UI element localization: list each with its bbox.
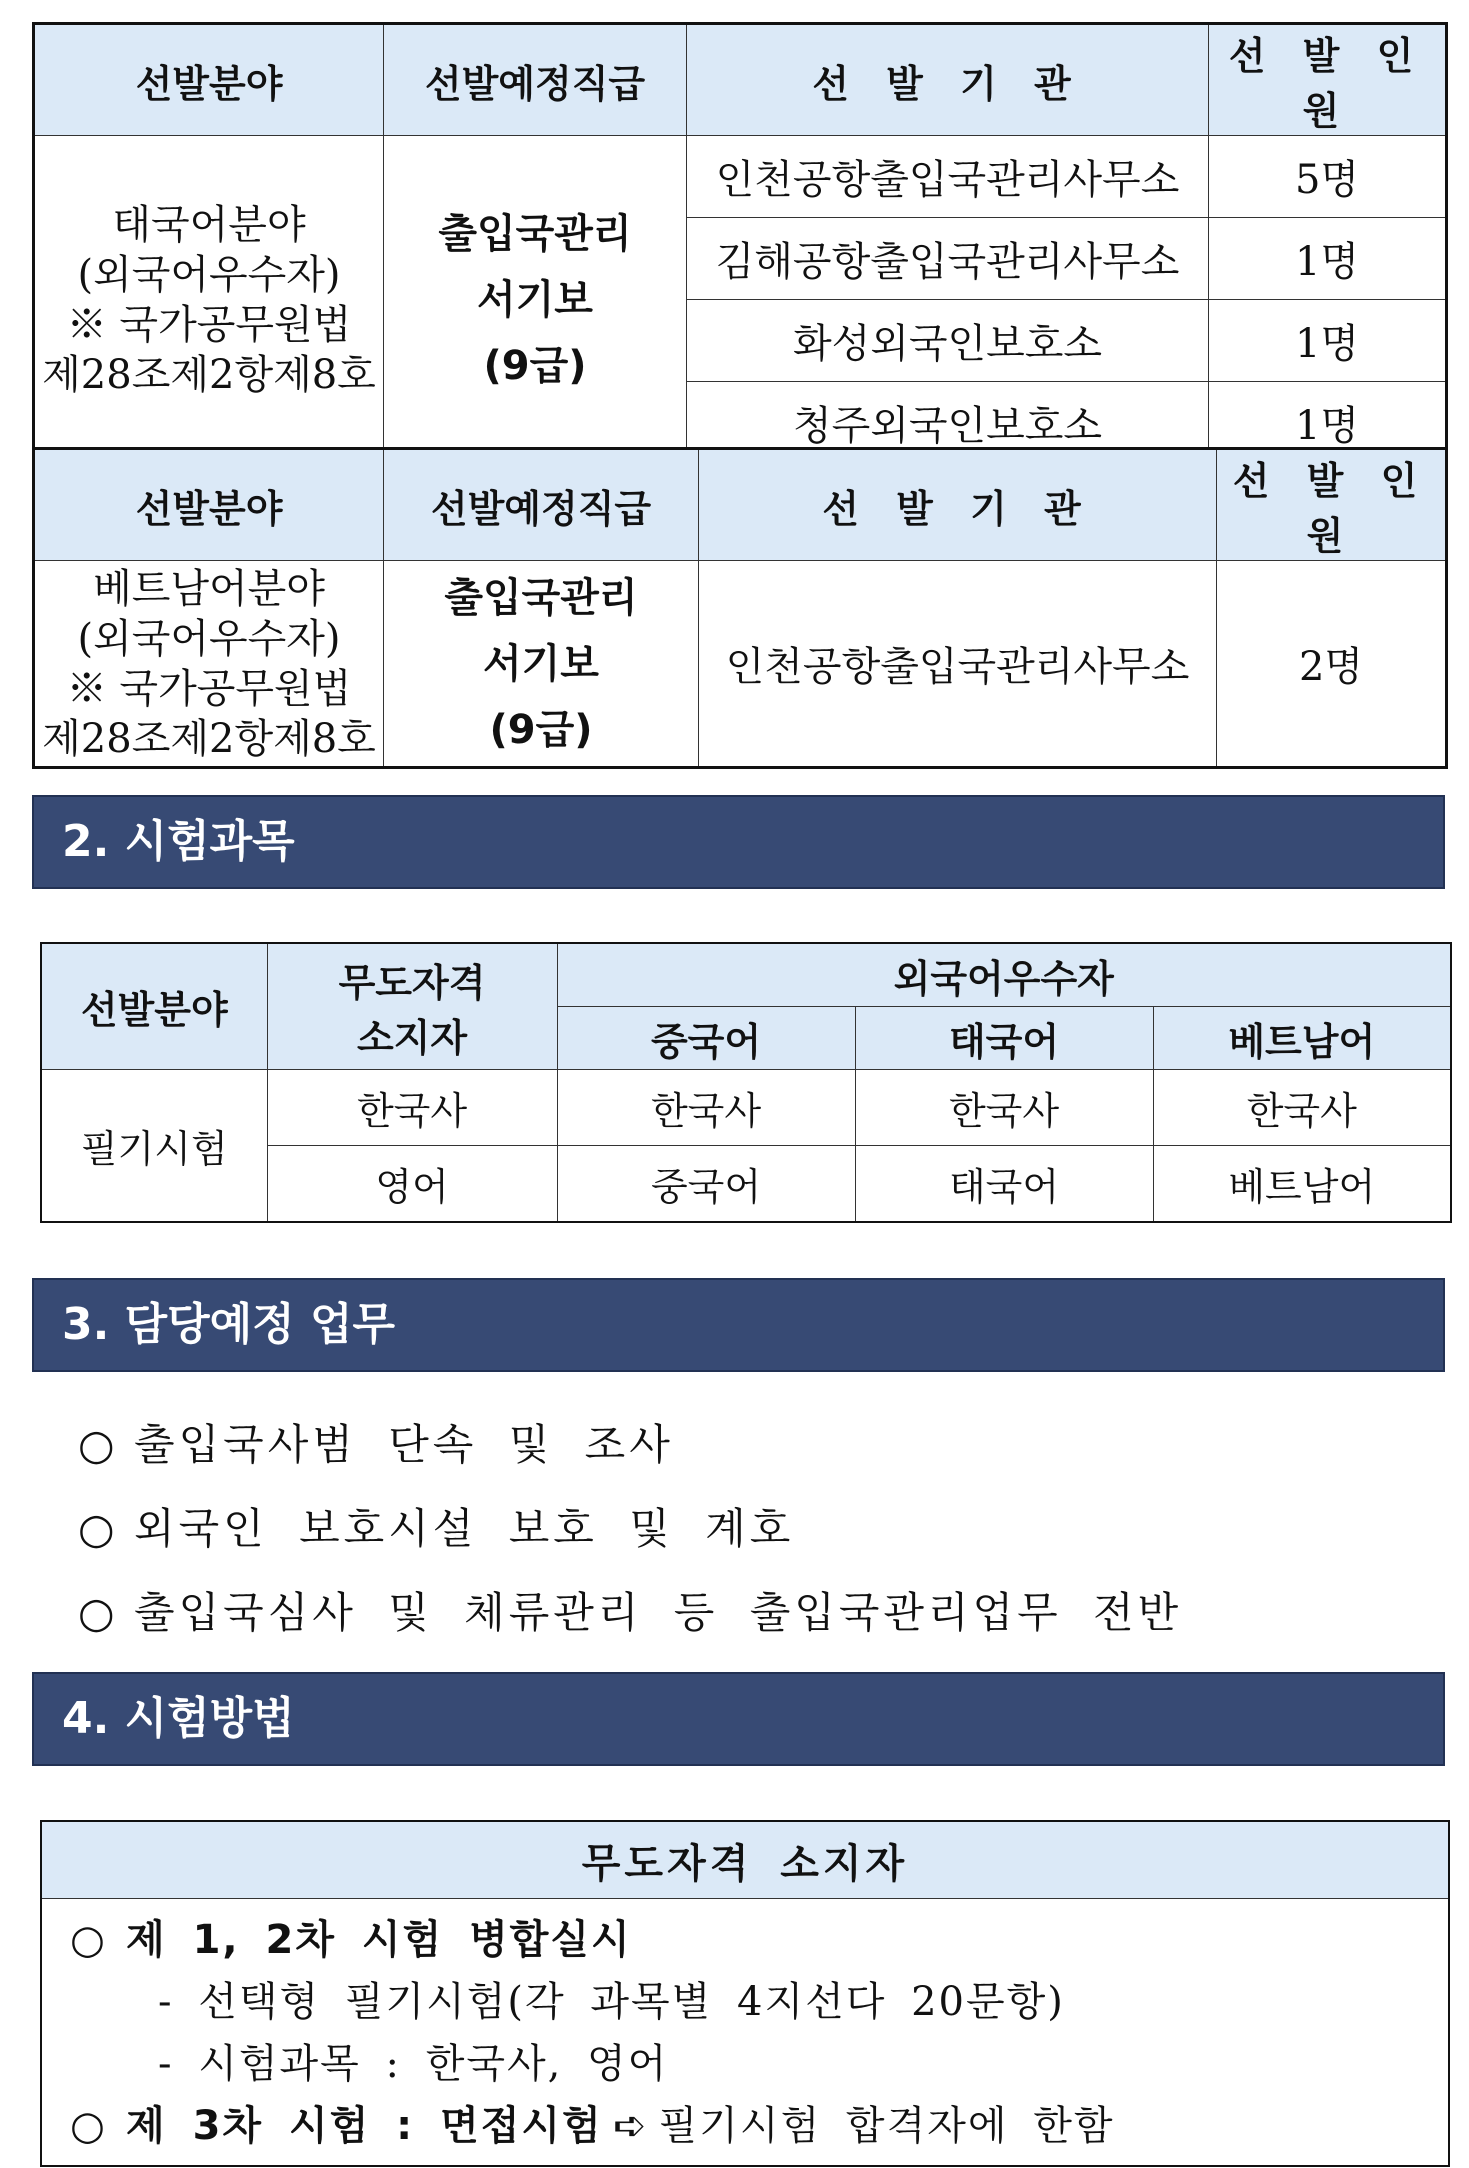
- subject-cell: 태국어: [855, 1146, 1153, 1223]
- vietnamese-rank-cell: [384, 561, 699, 768]
- circle-bullet-icon: ○: [78, 1588, 119, 1637]
- martial-header-line: 소지자: [356, 1015, 468, 1060]
- header-field: 선발분야: [34, 449, 384, 561]
- subject-cell: 영어: [267, 1146, 557, 1223]
- exam-subjects-table: [40, 942, 1452, 1223]
- section-title-exam-subjects: 2. 시험과목: [32, 795, 1445, 889]
- list-item: [78, 1415, 1182, 1499]
- subject-cell: 한국사: [855, 1070, 1153, 1146]
- written-exam-label: 필기시험: [41, 1070, 267, 1223]
- rank-line: 출입국관리: [438, 210, 632, 257]
- method-line: [70, 1909, 1448, 1971]
- duties-list: [78, 1415, 1182, 1667]
- lang-header-vietnamese: 베트남어: [1153, 1007, 1451, 1070]
- field-line: ※ 국가공무원법: [66, 301, 352, 348]
- count-cell: 5명: [1209, 136, 1447, 218]
- method-line1-text: 제 1, 2차 시험 병합실시: [126, 1917, 632, 1963]
- vietnamese-selection-table: [32, 447, 1448, 769]
- method-body: [41, 1899, 1449, 2167]
- circle-bullet-icon: ○: [70, 1917, 107, 1963]
- rank-line: 출입국관리: [444, 574, 638, 621]
- subjects-field-header: 선발분야: [41, 943, 267, 1070]
- circle-bullet-icon: ○: [78, 1504, 119, 1553]
- arrow-right-icon: ➪: [612, 2103, 649, 2149]
- exam-method-box: [40, 1820, 1450, 2167]
- list-item: [78, 1499, 1182, 1583]
- header-field: 선발분야: [34, 24, 384, 136]
- subject-cell: 한국사: [557, 1070, 855, 1146]
- header-count: 선 발 인 원: [1217, 449, 1447, 561]
- duty-text: 출입국사범 단속 및 조사: [134, 1420, 674, 1469]
- circle-bullet-icon: ○: [78, 1420, 119, 1469]
- field-line: 제28조제2항제8호: [42, 715, 376, 762]
- agency-cell: 청주외국인보호소: [687, 382, 1209, 465]
- count-cell: 2명: [1217, 561, 1447, 768]
- field-line: ※ 국가공무원법: [66, 665, 352, 712]
- field-line: (외국어우수자): [77, 251, 341, 298]
- count-cell: 1명: [1209, 382, 1447, 465]
- field-line: 제28조제2항제8호: [42, 351, 376, 398]
- subject-cell: 한국사: [1153, 1070, 1451, 1146]
- agency-cell: 김해공항출입국관리사무소: [687, 218, 1209, 300]
- thai-rank-cell: [384, 136, 687, 465]
- method-line: [70, 2095, 1448, 2157]
- field-line: (외국어우수자): [77, 615, 341, 662]
- list-item: [78, 1583, 1182, 1667]
- count-cell: 1명: [1209, 218, 1447, 300]
- header-rank: 선발예정직급: [384, 449, 699, 561]
- rank-line: 서기보: [477, 276, 593, 323]
- thai-selection-table: [32, 22, 1448, 466]
- agency-cell: 화성외국인보호소: [687, 300, 1209, 382]
- lang-header-thai: 태국어: [855, 1007, 1153, 1070]
- count-cell: 1명: [1209, 300, 1447, 382]
- header-agency: 선 발 기 관: [687, 24, 1209, 136]
- duty-text: 외국인 보호시설 보호 및 계호: [134, 1504, 795, 1553]
- rank-line: (9급): [489, 706, 593, 753]
- thai-field-cell: [34, 136, 384, 465]
- foreign-header: 외국어우수자: [557, 943, 1451, 1007]
- method-sub-line: - 시험과목 : 한국사, 영어: [158, 2041, 669, 2087]
- lang-header-chinese: 중국어: [557, 1007, 855, 1070]
- section-title-exam-method: 4. 시험방법: [32, 1672, 1445, 1766]
- rank-line: 서기보: [483, 640, 599, 687]
- section-title-duties: 3. 담당예정 업무: [32, 1278, 1445, 1372]
- field-line: 태국어분야: [112, 201, 306, 248]
- rank-line: (9급): [483, 342, 587, 389]
- agency-cell: 인천공항출입국관리사무소: [687, 136, 1209, 218]
- duty-text: 출입국심사 및 체류관리 등 출입국관리업무 전반: [134, 1588, 1183, 1637]
- martial-header: [267, 943, 557, 1070]
- martial-header-line: 무도자격: [338, 960, 486, 1005]
- header-count: 선 발 인 원: [1209, 24, 1447, 136]
- method-line2-rest: 필기시험 합격자에 한함: [658, 2103, 1115, 2149]
- header-agency: 선 발 기 관: [699, 449, 1217, 561]
- circle-bullet-icon: ○: [70, 2103, 107, 2149]
- vietnamese-field-cell: [34, 561, 384, 768]
- subject-cell: 베트남어: [1153, 1146, 1451, 1223]
- subject-cell: 한국사: [267, 1070, 557, 1146]
- method-header: 무도자격 소지자: [41, 1821, 1449, 1899]
- method-line2-bold: 제 3차 시험 : 면접시험: [126, 2103, 603, 2149]
- field-line: 베트남어분야: [93, 565, 325, 612]
- method-sub-line: - 선택형 필기시험(각 과목별 4지선다 20문항): [158, 1979, 1065, 2025]
- agency-cell: 인천공항출입국관리사무소: [699, 561, 1217, 768]
- header-rank: 선발예정직급: [384, 24, 687, 136]
- subject-cell: 중국어: [557, 1146, 855, 1223]
